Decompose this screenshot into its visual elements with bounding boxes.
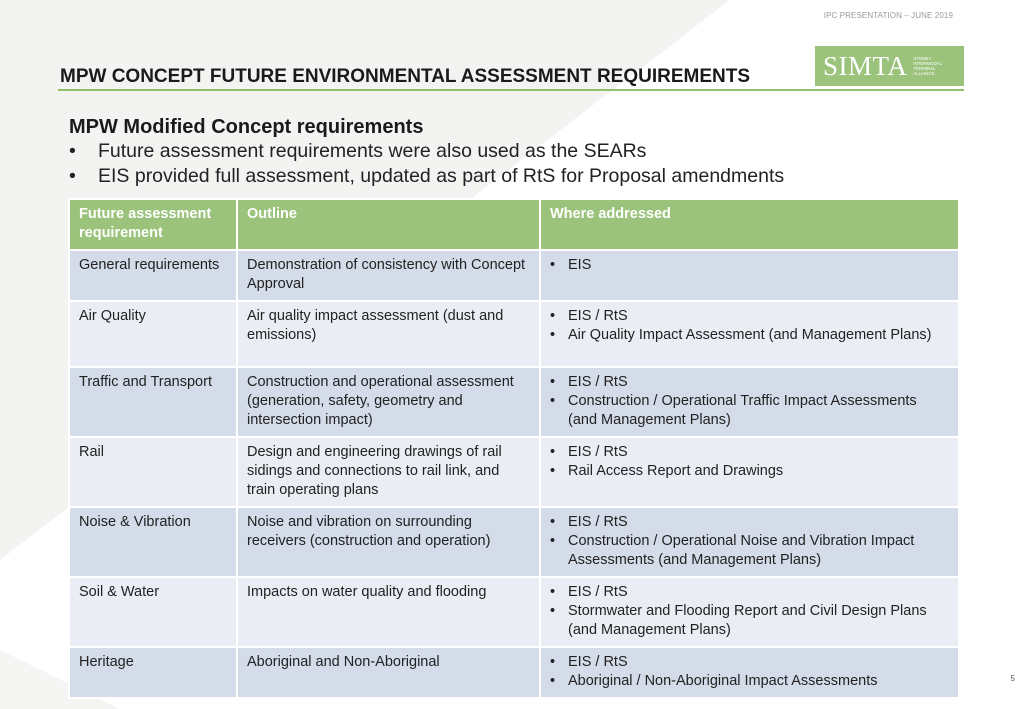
title-divider: [58, 89, 964, 91]
slide-title: MPW CONCEPT FUTURE ENVIRONMENTAL ASSESSMENT REQUIREMENTS: [60, 66, 751, 87]
requirement-cell: Traffic and Transport: [69, 367, 237, 437]
table-row: [69, 367, 959, 437]
where-cell: [540, 367, 959, 437]
intro-bullets: [69, 139, 969, 189]
where-item: • Rail Access Report and Drawings: [550, 463, 784, 479]
requirements-table: [68, 198, 960, 699]
requirement-cell: Rail: [69, 437, 237, 507]
outline-cell: Noise and vibration on surrounding receivers (construction and operation): [237, 507, 540, 577]
where-item: • EIS / RtS: [550, 654, 628, 670]
where-cell: [540, 437, 959, 507]
table-row: [69, 250, 959, 301]
where-cell: [540, 507, 959, 577]
page-number: 5: [1010, 674, 1015, 683]
outline-cell: Design and engineering drawings of rail sidings and connections to rail link, and train operating plans: [237, 437, 540, 507]
outline-cell: Aboriginal and Non-Aboriginal: [237, 647, 540, 698]
outline-cell: Impacts on water quality and flooding: [237, 577, 540, 647]
header-requirement: Future assessment requirement: [69, 199, 237, 250]
where-cell: [540, 301, 959, 367]
where-item: • Construction / Operational Noise and Vibration Impact Assessments (and Management Plans): [550, 533, 915, 568]
requirement-cell: Soil & Water: [69, 577, 237, 647]
header-where: Where addressed: [540, 199, 959, 250]
header-outline: Outline: [237, 199, 540, 250]
where-item: • EIS: [550, 257, 592, 273]
simta-logo: [815, 46, 964, 86]
requirement-cell: Noise & Vibration: [69, 507, 237, 577]
table-header-row: [69, 199, 959, 250]
table-row: [69, 301, 959, 367]
intro-bullet: • Future assessment requirements were also used as the SEARs: [69, 140, 647, 162]
logo-text: SIMTA: [823, 50, 908, 81]
where-item: • EIS / RtS: [550, 374, 628, 390]
outline-cell: Construction and operational assessment (generation, safety, geometry and intersection impact): [237, 367, 540, 437]
where-cell: [540, 577, 959, 647]
where-item: • EIS / RtS: [550, 308, 628, 324]
table-row: [69, 647, 959, 698]
requirement-cell: Air Quality: [69, 301, 237, 367]
table-row: [69, 507, 959, 577]
outline-cell: Air quality impact assessment (dust and emissions): [237, 301, 540, 367]
intro-bullet: • EIS provided full assessment, updated as part of RtS for Proposal amendments: [69, 165, 785, 187]
intro-section: [69, 115, 969, 189]
where-item: • Construction / Operational Traffic Impact Assessments (and Management Plans): [550, 393, 917, 428]
outline-cell: Demonstration of consistency with Concept Approval: [237, 250, 540, 301]
presentation-tag: IPC PRESENTATION – JUNE 2019: [823, 11, 953, 20]
intro-heading: MPW Modified Concept requirements: [69, 116, 424, 138]
where-cell: [540, 250, 959, 301]
where-item: • EIS / RtS: [550, 514, 628, 530]
where-item: • Stormwater and Flooding Report and Civil Design Plans (and Management Plans): [550, 603, 927, 638]
table-row: [69, 437, 959, 507]
requirement-cell: General requirements: [69, 250, 237, 301]
requirement-cell: Heritage: [69, 647, 237, 698]
where-item: • Aboriginal / Non-Aboriginal Impact Assessments: [550, 673, 878, 689]
where-item: • EIS / RtS: [550, 444, 628, 460]
table-row: [69, 577, 959, 647]
where-item: • EIS / RtS: [550, 584, 628, 600]
logo-subtext: SYDNEY INTERMODAL TERMINAL ALLIANCE: [913, 56, 943, 76]
where-cell: [540, 647, 959, 698]
where-item: • Air Quality Impact Assessment (and Management Plans): [550, 327, 932, 343]
